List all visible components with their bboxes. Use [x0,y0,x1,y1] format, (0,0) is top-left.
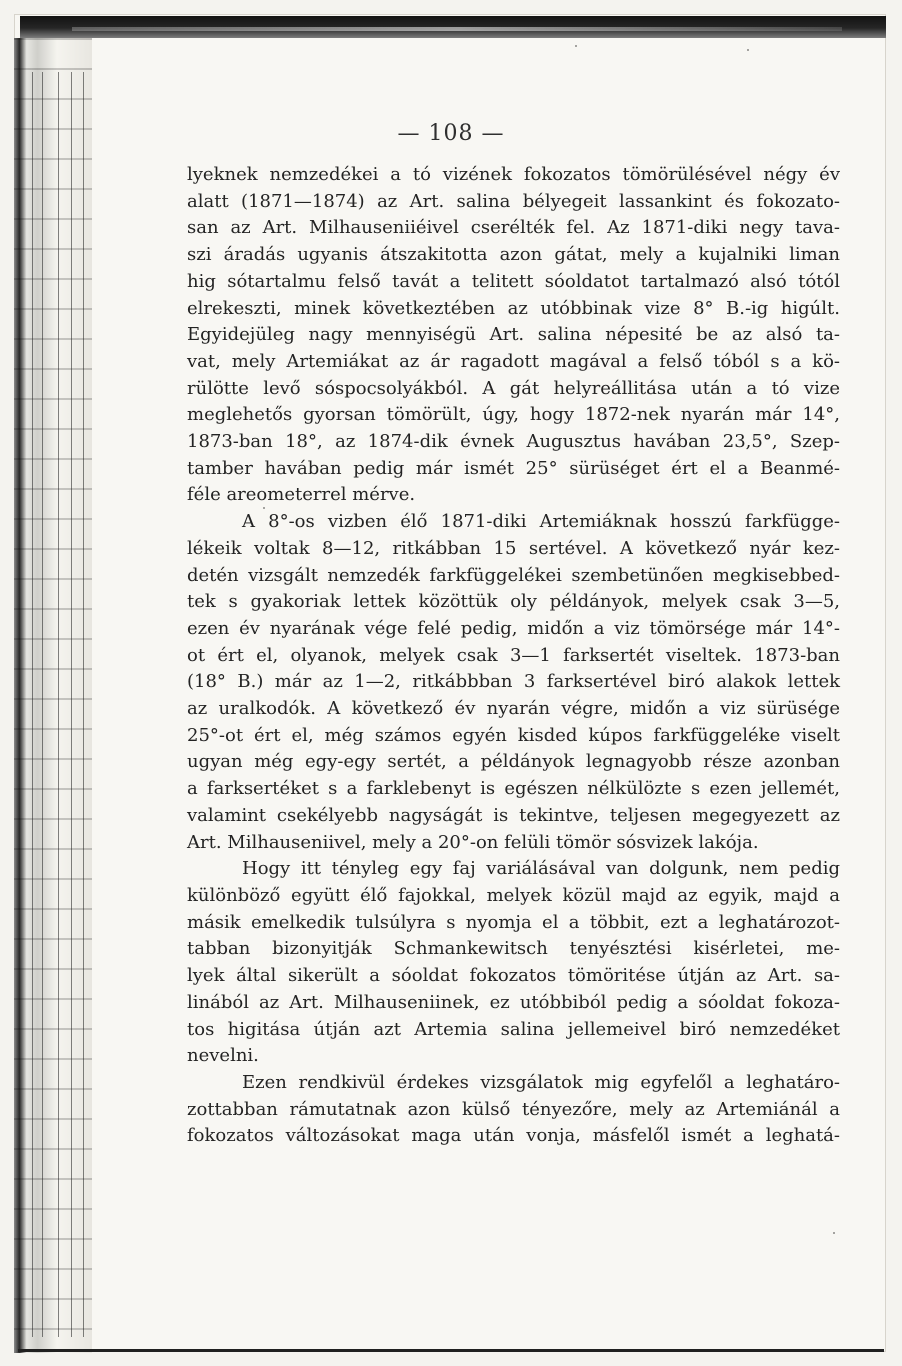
binding-line [42,72,43,1337]
text-line: lyeknek nemzedékei a tó vizének fokozatos tömörülésével négy év [187,164,840,185]
text-line: linából az Art. Milhauseniinek, ez utóbbiból pedig a sóoldat fokoza- [187,991,840,1013]
page-number: — 108 — [397,121,505,146]
scan-top-highlight [72,27,842,31]
text-line: tek s gyakoriak lettek közöttük oly példányok, melyek csak 3—5, [187,591,840,613]
text-line: (18° B.) már az 1—2, ritkábbban 3 farksertével biró alakok lettek [187,671,840,693]
text-line: Art. Milhauseniivel, mely a 20°-on felüli tömör sósvizek lakója. [187,831,759,853]
scan-bottom-edge [18,1349,884,1352]
text-line: detén vizsgált nemzedék farkfüggelékei szembetünően megkisebbed- [187,564,840,586]
text-line: Hogy itt tényleg egy faj variálásával van dolgunk, nem pedig [242,858,840,880]
text-line: fokozatos változásokat maga után vonja, másfelől ismét a leghatá- [187,1125,840,1147]
text-line: meglehetős gyorsan tömörült, úgy, hogy 1872-nek nyarán már 14°, [187,404,840,426]
text-line: nevelni. [187,1045,259,1067]
scan-speck [747,49,749,51]
text-line: féle areometerrel mérve. [187,484,416,506]
text-line: ugyan még egy-egy sertét, a példányok legnagyobb része azonban [187,751,840,773]
text-line: tos higitása útján azt Artemia salina jellemeivel biró nemzedéket [187,1018,840,1040]
binding-line [83,72,84,1337]
text-line: vat, mely Artemiákat az ár ragadott magával a felső tóból s a kö- [187,350,840,372]
text-line: Ezen rendkivül érdekes vizsgálatok mig egyfelől a leghatáro- [242,1071,840,1093]
text-line: valamint csekélyebb nagyságát is tekintve, teljesen megegyezett az [187,804,840,826]
scan-speck [833,1232,835,1234]
scan-speck [575,45,577,47]
text-line: ot ért el, olyanok, melyek csak 3—1 farksertét viseltek. 1873-ban [187,644,840,666]
text-line: ezen év nyarának vége felé pedig, midőn a viz tömörsége már 14°- [187,617,840,639]
text-line: szi áradás ugyanis átszakitotta azon gátat, mely a kujalniki liman [187,244,840,266]
text-line: zottabban rámutatnak azon külső tényezőre, mely az Artemiánál a [187,1098,840,1120]
text-line: 1873-ban 18°, az 1874-dik évnek Augusztus havában 23,5°, Szep- [187,431,840,453]
binding-line [32,72,33,1337]
text-line: 25°-ot ért el, még számos egyén kisded kúpos farkfüggeléke viselt [187,724,840,746]
text-line: san az Art. Milhauseniiéivel cserélték fel. Az 1871-diki negy tava- [187,217,840,239]
text-line: különböző együtt élő fajokkal, melyek közül majd az egyik, majd a [187,884,840,906]
text-line: az uralkodók. A következő év nyarán végre, midőn a viz sürüsége [187,698,840,720]
scan-binding-edge [14,38,92,1353]
text-line: tabban bizonyitják Schmankewitsch tenyésztési kisérletei, me- [187,938,840,960]
text-line: másik emelkedik tulsúlyra s nyomja el a többit, ezt a leghatározot- [187,911,840,933]
text-line: a farksertéket s a farklebenyt is egészen nélkülözte s ezen jellemét, [187,778,840,800]
scan-speck [263,507,265,509]
text-line: alatt (1871—1874) az Art. salina bélyegeit lassankint és fokozato- [187,190,840,212]
text-line: lékeik voltak 8—12, ritkábban 15 sertével. A következő nyár kez- [187,537,840,559]
text-line: tamber havában pedig már ismét 25° sürüséget ért el a Beanmé- [187,457,840,479]
body-text [187,162,840,1150]
text-line: elrekeszti, minek következtében az utóbbinak vize 8° B.-ig higúlt. [187,297,840,319]
text-line: A 8°-os vizben élő 1871-diki Artemiáknak hosszú farkfügge- [242,511,840,533]
binding-line [71,72,72,1337]
text-line: hig sótartalmu felső tavát a telitett sóoldatot tartalmazó alsó tótól [187,270,840,292]
text-line: rülötte levő sóspocsolyákból. A gát helyreállitása után a tó vize [187,377,840,399]
text-line: Egyidejüleg nagy mennyiségü Art. salina népesité be az alsó ta- [187,324,840,346]
text-line: lyek által sikerült a sóoldat fokozatos tömöritése útján az Art. sa- [187,965,840,987]
binding-line [58,72,59,1337]
